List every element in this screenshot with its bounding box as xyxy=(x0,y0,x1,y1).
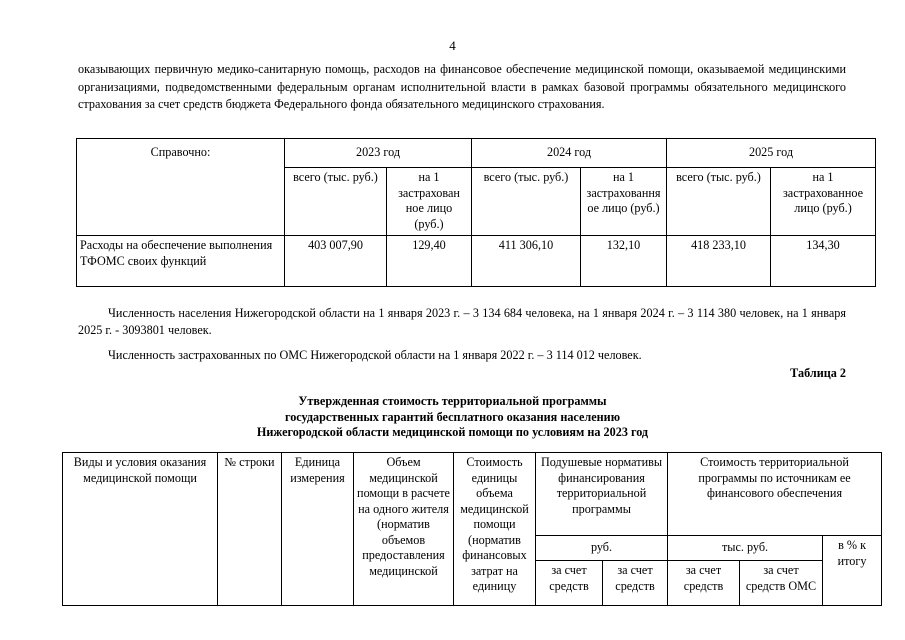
percent-total-header: в % к итогу xyxy=(823,536,882,606)
col-volume-header: Объем медицинской помощи в расчете на одного жителя (норматив объемов предоставления медицинской xyxy=(354,453,454,606)
population-paragraph xyxy=(78,305,846,339)
value-per-insured-2025: 134,30 xyxy=(771,236,876,287)
norms-source-b: за счет средств xyxy=(603,561,668,606)
cost-source-c: за счет средств xyxy=(668,561,740,606)
table2-label: Таблица 2 xyxy=(790,366,846,380)
total-header-2023: всего (тыс. руб.) xyxy=(285,168,387,236)
col-types-header: Виды и условия оказания медицинской помощи xyxy=(63,453,218,606)
per-insured-header-2024: на 1 застраховання ое лицо (руб.) xyxy=(581,168,667,236)
value-total-2023: 403 007,90 xyxy=(285,236,387,287)
total-header-2024: всего (тыс. руб.) xyxy=(472,168,581,236)
value-per-insured-2024: 132,10 xyxy=(581,236,667,287)
reference-corner: Справочно: xyxy=(77,139,285,236)
total-header-2025: всего (тыс. руб.) xyxy=(667,168,771,236)
reference-table xyxy=(76,138,876,287)
value-total-2025: 418 233,10 xyxy=(667,236,771,287)
col-norms-header: Подушевые нормативы финансирования территориальной программы xyxy=(536,453,668,536)
norms-source-a: за счет средств xyxy=(536,561,603,606)
row-label: Расходы на обеспечение выполнения ТФОМС своих функций xyxy=(77,236,285,287)
table2-title xyxy=(0,394,905,441)
insured-paragraph: Численность застрахованных по ОМС Нижегородской области на 1 января 2022 г. – 3 114 012 человек. xyxy=(108,348,642,362)
col-row-number-header: № строки xyxy=(218,453,282,606)
table2-title-line: Утвержденная стоимость территориальной программы xyxy=(298,394,607,408)
unit-rub-header: руб. xyxy=(536,536,668,561)
intro-paragraph: оказывающих первичную медико-санитарную помощь, расходов на финансовое обеспечение медицинской помощи, оказываемой медицинскими организациями, подведомственными федеральным органам исполнительной власти в рамках базовой программы обязательного медицинского страхования за счет средств бюджета Федерального фонда обязательного медицинского страхования. xyxy=(78,62,846,111)
col-program-cost-header: Стоимость территориальной программы по источникам ее финансового обеспечения xyxy=(668,453,882,536)
year-2025-header: 2025 год xyxy=(667,139,876,168)
per-insured-header-2025: на 1 застрахованное лицо (руб.) xyxy=(771,168,876,236)
value-per-insured-2023: 129,40 xyxy=(387,236,472,287)
cost-source-oms: за счет средств ОМС xyxy=(740,561,823,606)
per-insured-header-2023: на 1 застрахован ное лицо (руб.) xyxy=(387,168,472,236)
value-total-2024: 411 306,10 xyxy=(472,236,581,287)
year-2023-header: 2023 год xyxy=(285,139,472,168)
unit-thousand-rub-header: тыс. руб. xyxy=(668,536,823,561)
table2-title-line: государственных гарантий бесплатного оказания населению xyxy=(284,409,621,424)
table2-title-line: Нижегородской области медицинской помощи по условиям на 2023 год xyxy=(256,425,649,439)
program-cost-table xyxy=(62,452,882,606)
year-2024-header: 2024 год xyxy=(472,139,667,168)
col-unit-header: Единица измерения xyxy=(282,453,354,606)
population-text: Численность населения Нижегородской области на 1 января 2023 г. – 3 134 684 человека, на 1 января 2024 г. – 3 114 380 человек, на 1 января 2025 г. - 3093801 человек. xyxy=(78,306,846,337)
col-unit-cost-header: Стоимость единицы объема медицинской помощи (норматив финансовых затрат на единицу xyxy=(454,453,536,606)
page-number: 4 xyxy=(449,38,456,53)
